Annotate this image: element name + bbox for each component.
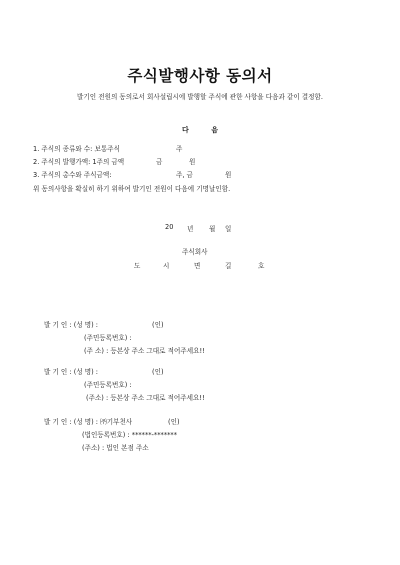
section-heading: 다 음 (182, 126, 218, 134)
item-mid: 주, 금 (176, 171, 193, 179)
date-year-unit: 년 (187, 225, 194, 233)
seal-mark: (인) (152, 321, 164, 329)
promoter-2-address-line: (주소) : 등본상 주소 그대로 적어주세요!! (86, 394, 205, 402)
promoter-2-id-line: (주민등록번호) : (84, 381, 132, 389)
item-stock-type (33, 143, 183, 153)
promoter-1-name-line (44, 319, 164, 329)
promoter-3-name-line (44, 416, 180, 426)
item-suffix: 원 (189, 158, 196, 166)
item-label: 2. 주식의 발행가액: 1주의 금액 (33, 158, 125, 166)
promoter-1-address-line: (주 소) : 등본상 주소 그대로 적어주세요!! (84, 347, 205, 355)
seal-mark: (인) (168, 418, 180, 426)
promoter-2-name-line (44, 366, 164, 376)
address-char: 도 (134, 262, 141, 270)
item-mid: 금 (156, 158, 163, 166)
promoter-name-label: 발 기 인 : (성 명) : (44, 321, 99, 329)
item-label: 3. 주식의 총수와 주식금액: (33, 171, 112, 179)
item-issue-price (33, 156, 196, 166)
item-label: 1. 주식의 종류와 수: 보통주식 (33, 145, 120, 153)
date-line (165, 223, 232, 233)
intro-text: 발기인 전원의 동의로서 회사설립시에 발행할 주식에 관한 사항을 다음과 같이 결정함. (77, 93, 323, 101)
promoter-3-id-line: (법인등록번호) : ******-******* (82, 431, 178, 439)
promoter-name-label: 발 기 인 : (성 명) : ㈜기부천사 (44, 418, 133, 426)
address-char: 시 (163, 262, 170, 270)
promoter-1-id-line: (주민등록번호) : (84, 334, 132, 342)
promoter-3-address-line: (주소) : 법인 본점 주소 (82, 444, 149, 452)
date-day-unit: 일 (225, 225, 232, 233)
date-year: 20 (165, 223, 174, 231)
confirm-text: 위 동의사항을 확실히 하기 위하여 발기인 전원이 다음에 기명날인함. (33, 185, 231, 193)
item-total-shares (33, 169, 232, 179)
seal-mark: (인) (152, 368, 164, 376)
document-title: 주식발행사항 동의서 (127, 67, 273, 85)
item-suffix: 원 (225, 171, 232, 179)
item-suffix: 주 (176, 145, 183, 153)
address-char: 호 (258, 262, 265, 270)
date-month-unit: 월 (209, 225, 216, 233)
promoter-name-label: 발 기 인 : (성 명) : (44, 368, 99, 376)
company-label: 주식회사 (182, 248, 208, 256)
address-char: 면 (194, 262, 201, 270)
address-char: 길 (225, 262, 232, 270)
